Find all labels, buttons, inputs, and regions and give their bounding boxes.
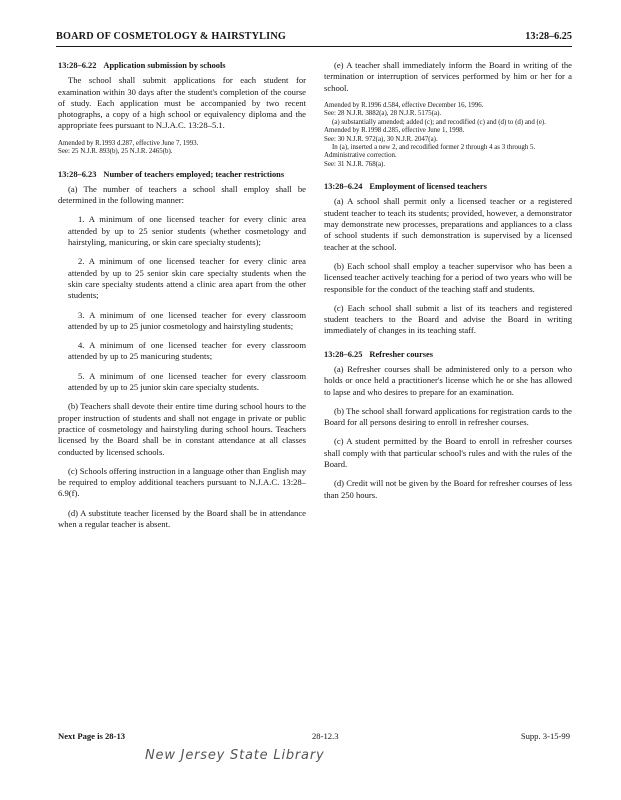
paragraph-c: (c) Schools offering instruction in a language other than English may be required to employ additional teachers pursuant to N.J.A.C. 13:28–6.9(f). xyxy=(58,465,306,499)
amendment-note xyxy=(324,102,572,169)
section-title: Number of teachers employed; teacher restrictions xyxy=(103,169,285,179)
amendment-line: In (a), inserted a new 2, and recodified former 2 through 4 as 3 through 5. xyxy=(332,143,536,151)
right-column xyxy=(324,60,572,509)
library-stamp: New Jersey State Library xyxy=(145,748,325,763)
amendment-line: See: 31 N.J.R. 768(a). xyxy=(324,160,386,168)
paragraph-a: (a) A school shall permit only a licensed teacher or a registered student teacher to teach its students; provided, however, a demonstrator may demonstrate new processes, preparations and appliances to a class of school students if such demonstration is supervised by a licensed teacher at the school. xyxy=(324,196,572,252)
amendment-line: Amended by R.1998 d.285, effective June 1, 1998. xyxy=(324,127,465,135)
paragraph-b: (b) Each school shall employ a teacher supervisor who has been a licensed teacher actively teaching for a period of two years who will be responsible for the conduct of the teaching staff and students. xyxy=(324,260,572,294)
section-title: Employment of licensed teachers xyxy=(369,182,487,192)
paragraph-b: (b) Teachers shall devote their entire time during school hours to the proper instruction of students and shall not engage in private or public practice of cosmetology and hairstyling during school hours. Teachers licensed by the Board shall be in constant attendance at all classes conducted by licensed schools. xyxy=(58,401,306,457)
amendment-note xyxy=(58,140,306,157)
page-footer xyxy=(58,731,572,743)
amendment-line: See: 28 N.J.R. 3882(a), 28 N.J.R. 5175(a). xyxy=(324,110,442,118)
list-item: 3. A minimum of one licensed teacher for every classroom attended by up to 25 junior cosmetology and hairstyling students; xyxy=(68,309,306,331)
section-title: Refresher courses xyxy=(369,349,434,359)
paragraph-c: (c) A student permitted by the Board to enroll in refresher courses shall comply with that particular school's rules and with the rules of the Board. xyxy=(324,436,572,470)
paragraph-d: (d) Credit will not be given by the Board for refresher courses of less than 250 hours. xyxy=(324,478,572,500)
section-number: 13:28–6.23 xyxy=(58,169,97,179)
amendment-line: Administrative correction. xyxy=(324,152,397,160)
paragraph: The school shall submit applications for each student for examination within 30 days after the student's completion of the course of study. Each application must be accompanied by two recent photographs, a copy of a high school or equivalency diploma and the appropriate fees pursuant to N.J.A.C. 13:28–5.1. xyxy=(58,75,306,131)
section-number: 13:28–6.24 xyxy=(324,182,363,192)
header-title: BOARD OF COSMETOLOGY & HAIRSTYLING xyxy=(56,31,287,42)
supplement-date: Supp. 3-15-99 xyxy=(520,731,570,741)
running-header xyxy=(56,30,572,47)
paragraph-a: (a) The number of teachers a school shall employ shall be determined in the following manner: xyxy=(58,183,306,206)
paragraph-d: (d) A substitute teacher licensed by the Board shall be in attendance when a regular teacher is absent. xyxy=(58,507,306,530)
section-heading-6-23 xyxy=(58,169,306,180)
paragraph-e: (e) A teacher shall immediately inform the Board in writing of the termination or interruption of services performed by him or her for a school. xyxy=(324,60,572,93)
list-item: 2. A minimum of one licensed teacher for every clinic area attended by up to 25 senior skin care specialty students when the skin care specialty students attend a clinic area apart from the other students; xyxy=(68,256,306,301)
section-heading-6-24 xyxy=(324,181,572,192)
section-heading-6-22 xyxy=(58,60,306,71)
list-item: 1. A minimum of one licensed teacher for every clinic area attended by up to 25 senior students (whether cosmetology and hairstyling, manicuring, or skin care specialty students); xyxy=(68,214,306,248)
amendment-line: Amended by R.1993 d.287, effective June 7, 1993. xyxy=(58,139,199,147)
amendment-line: See: 30 N.J.R. 972(a), 30 N.J.R. 2047(a). xyxy=(324,135,438,143)
page-number: 28-12.3 xyxy=(312,731,339,741)
section-number: 13:28–6.22 xyxy=(58,61,97,70)
paragraph-b: (b) The school shall forward applications for registration cards to the Board for all persons desiring to enroll in refresher courses. xyxy=(324,405,572,428)
paragraph-a: (a) Refresher courses shall be administered only to a person who holds or once held a practitioner's license which he or she has allowed to lapse and who desires to prepare for an examination. xyxy=(324,364,572,397)
section-heading-6-25 xyxy=(324,349,572,360)
paragraph-c: (c) Each school shall submit a list of its teachers and registered student teachers to the Board and advise the Board in writing immediately of changes in its teaching staff. xyxy=(324,302,572,336)
next-page-note: Next Page is 28-13 xyxy=(58,731,126,741)
list-item: 5. A minimum of one licensed teacher for every classroom attended by up to 25 junior skin care specialty students. xyxy=(68,370,306,393)
amendment-line: Amended by R.1996 d.584, effective December 16, 1996. xyxy=(324,101,484,109)
section-title: Application submission by schools xyxy=(103,61,226,70)
amendment-line: See: 25 N.J.R. 893(b), 25 N.J.R. 2465(b). xyxy=(58,148,173,156)
section-number: 13:28–6.25 xyxy=(324,349,363,359)
left-column xyxy=(58,60,306,538)
list-item: 4. A minimum of one licensed teacher for every classroom attended by up to 25 manicuring students; xyxy=(68,340,306,362)
amendment-line: (a) substantially amended; added (c); and recodified (c) and (d) to (d) and (e). xyxy=(332,118,546,126)
header-section-number: 13:28–6.25 xyxy=(525,31,572,42)
